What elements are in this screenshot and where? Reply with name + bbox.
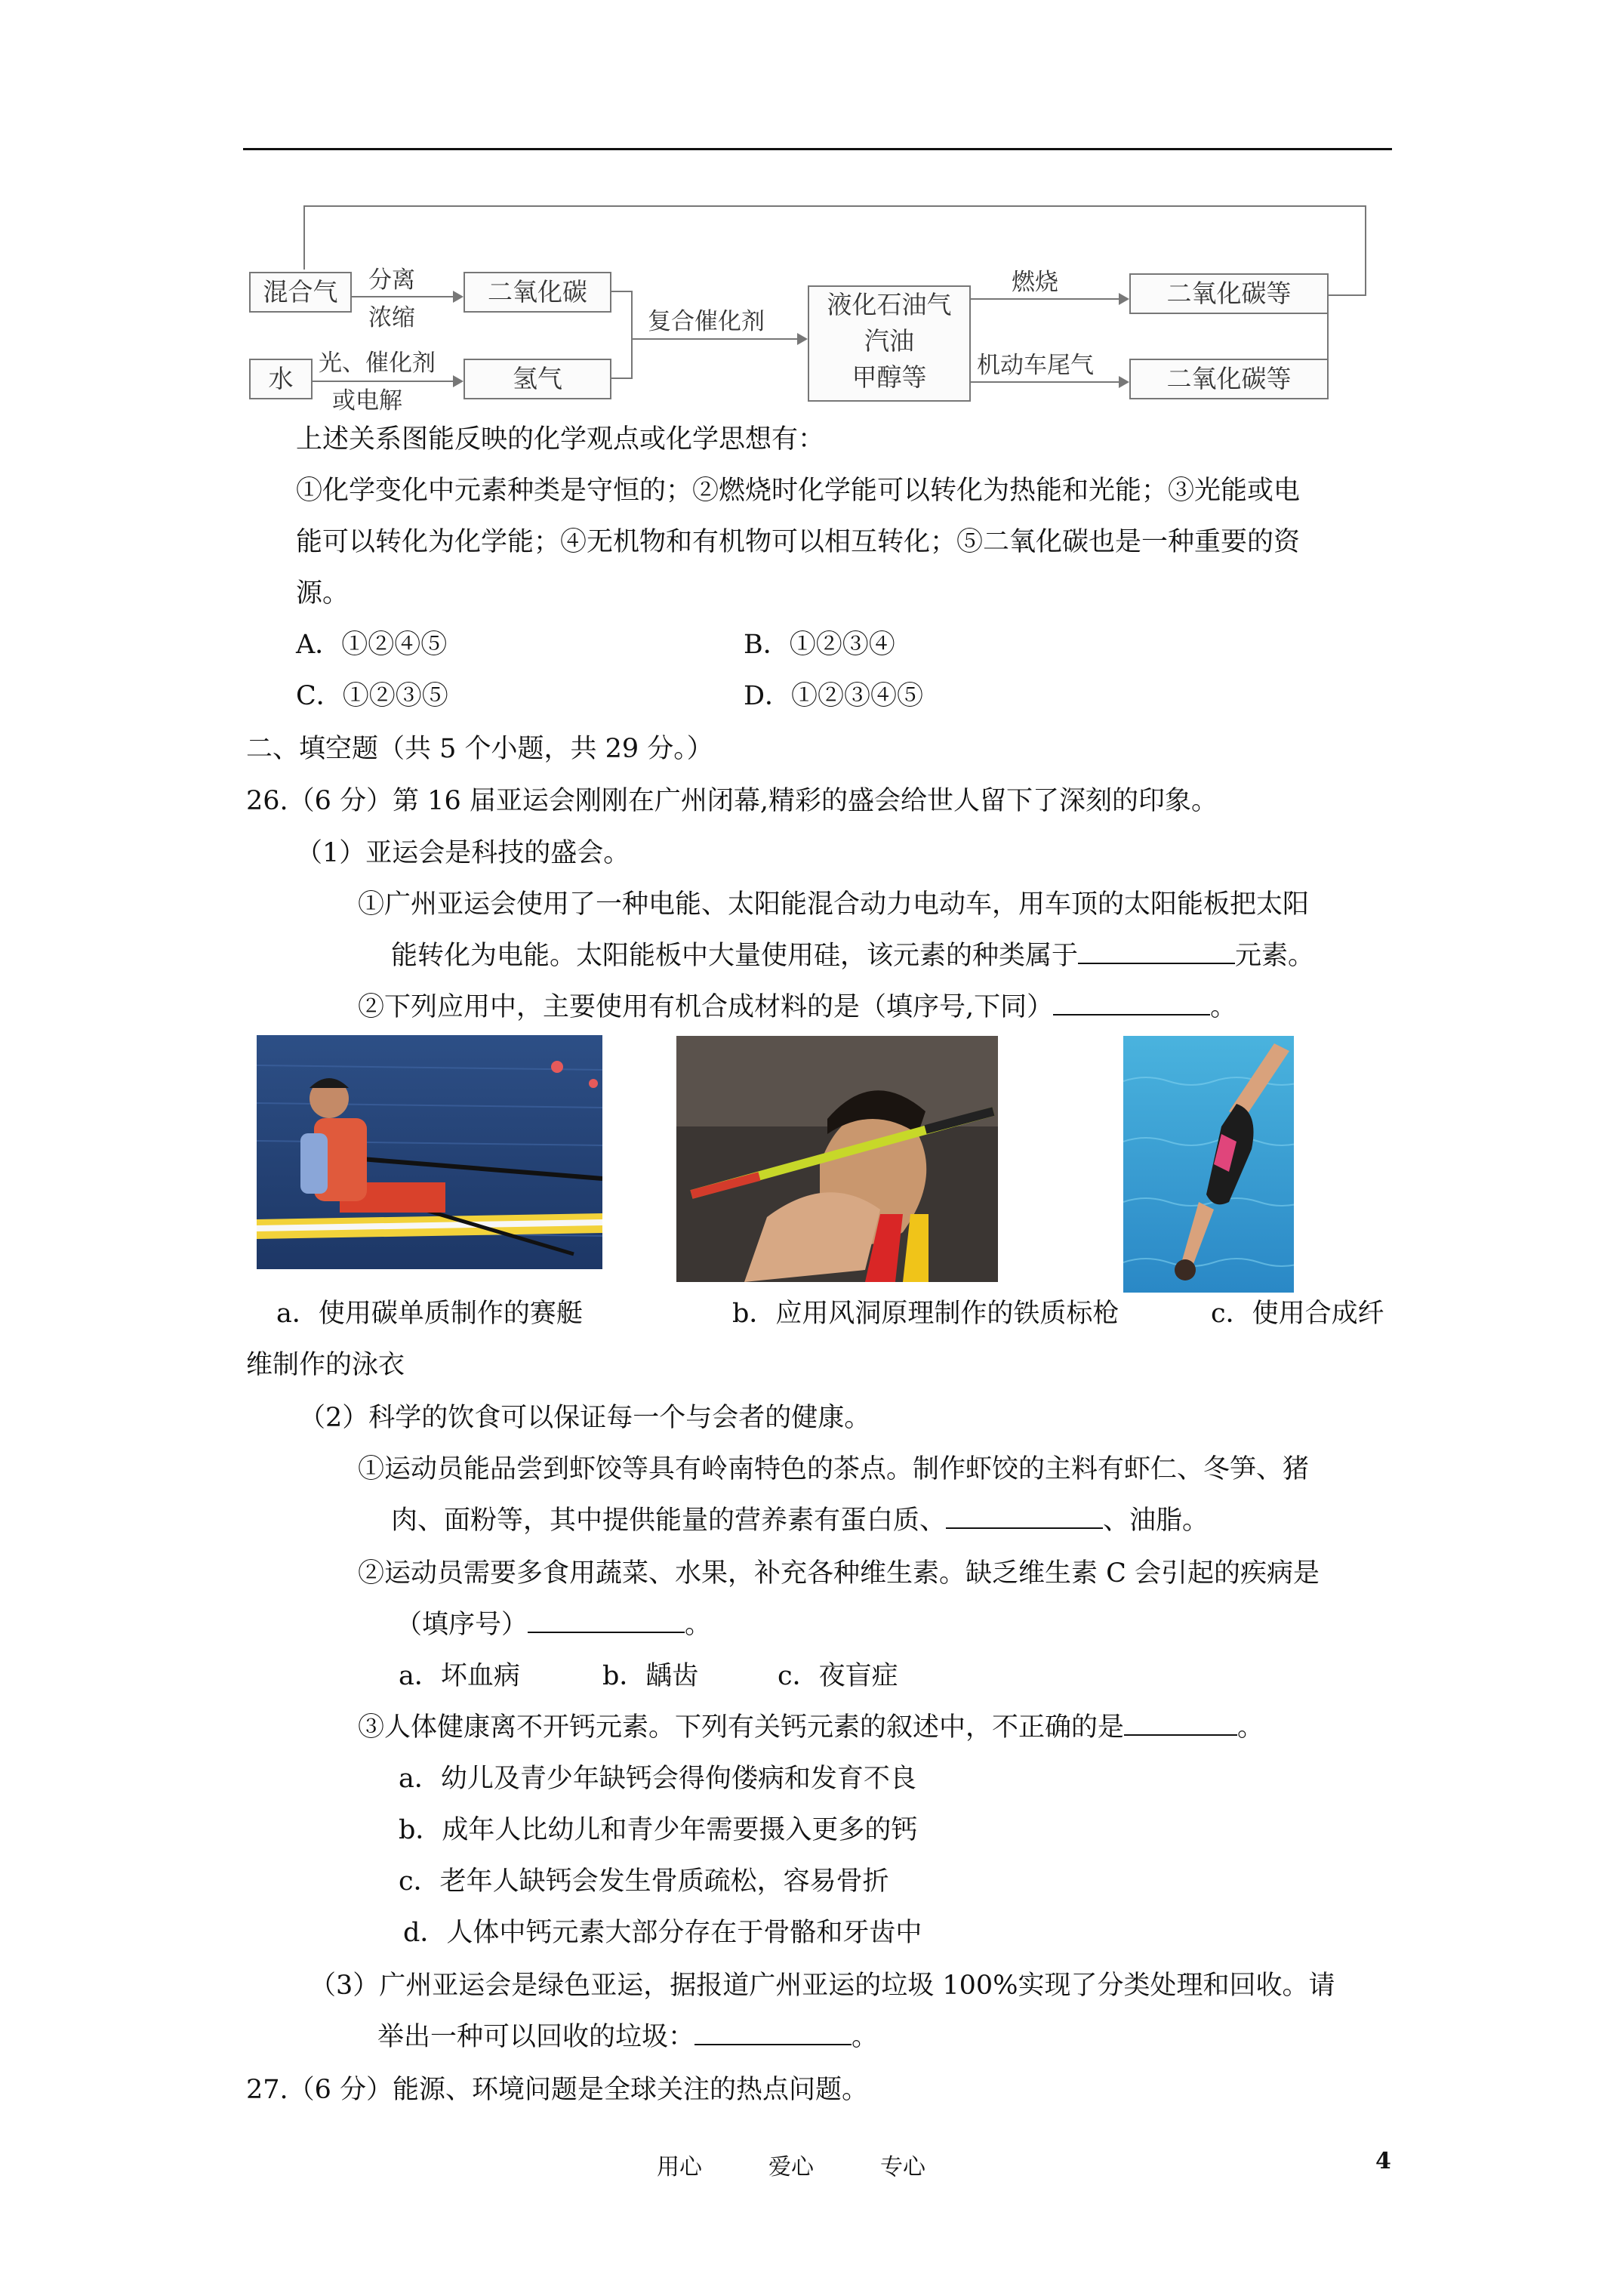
caption-b: b．应用风洞原理制作的铁质标枪 — [732, 1299, 1119, 1329]
footer-word-1: 用心 — [657, 2154, 702, 2180]
box-water: 水 — [249, 359, 313, 399]
label-separate-2: 浓缩 — [368, 304, 415, 331]
q26-part2-i-line2-end: 、油脂。 — [1103, 1505, 1209, 1536]
answer-blank-calcium[interactable] — [1124, 1709, 1237, 1736]
q26-part1: （1）亚运会是科技的盛会。 — [296, 838, 630, 868]
caption-c-line1: c．使用合成纤 — [1211, 1299, 1384, 1329]
q26-part1-ii-end: 。 — [1210, 992, 1237, 1022]
caption-a: a．使用碳单质制作的赛艇 — [276, 1299, 583, 1329]
q26-part2: （2）科学的饮食可以保证每一个与会者的健康。 — [299, 1403, 871, 1433]
calcium-option-c: c．老年人缺钙会发生骨质疏松，容易骨折 — [399, 1866, 889, 1897]
box-fuel-line-1: 液化石油气 — [827, 290, 952, 319]
box-fuel — [808, 285, 971, 402]
q25-stem: 上述关系图能反映的化学观点或化学思想有： — [296, 424, 825, 455]
q26-part3-line2 — [377, 2017, 878, 2057]
loop-line-top — [303, 205, 1366, 207]
q26-part1-ii — [358, 988, 1236, 1027]
page-number: 4 — [1375, 2148, 1391, 2174]
q26-part2-ii-line2 — [396, 1605, 711, 1644]
box-co2-etc-bottom: 二氧化碳等 — [1129, 359, 1329, 399]
q26-part2-i-line2 — [391, 1501, 1209, 1540]
q25-option-c: C．①②③⑤ — [296, 681, 448, 711]
q26-part2-iii — [358, 1708, 1264, 1747]
merge-line-co2 — [610, 291, 633, 292]
q25-items-line1: ①化学变化中元素种类是守恒的；②燃烧时化学能可以转化为热能和光能；③光能或电 — [296, 476, 1301, 506]
q26-part1-i-line1: ①广州亚运会使用了一种电能、太阳能混合动力电动车，用车顶的太阳能板把太阳 — [358, 889, 1310, 920]
arrow-burn — [969, 298, 1128, 300]
q26-part3-line2-text: 举出一种可以回收的垃圾： — [377, 2022, 695, 2052]
merge-line-h2 — [610, 378, 633, 379]
header-rule — [243, 148, 1392, 150]
footer-word-3: 专心 — [880, 2154, 925, 2180]
q26-part2-iii-end: 。 — [1237, 1712, 1264, 1743]
answer-blank-nutrient[interactable] — [946, 1502, 1103, 1529]
q26-part2-i-line2-text: 肉、面粉等，其中提供能量的营养素有蛋白质、 — [391, 1505, 947, 1536]
answer-blank-element-type[interactable] — [1078, 937, 1235, 964]
photo-diver-swimsuit — [1123, 1036, 1294, 1293]
q26-part3-line2-end: 。 — [852, 2022, 879, 2052]
label-light-2: 或电解 — [332, 387, 402, 415]
merge-line-vertical — [631, 291, 633, 379]
q25-option-d: D．①②③④⑤ — [744, 681, 924, 711]
q25-items-line2: 能可以转化为化学能；④无机物和有机物可以相互转化；⑤二氧化碳也是一种重要的资 — [296, 527, 1301, 557]
calcium-option-a: a．幼儿及青少年缺钙会得佝偻病和发育不良 — [399, 1764, 916, 1794]
q25-option-b: B．①②③④ — [744, 630, 895, 660]
box-fuel-line-3: 甲醇等 — [852, 362, 927, 392]
calcium-option-b: b．成年人比幼儿和青少年需要摄入更多的钙 — [399, 1815, 918, 1845]
footer-word-2: 爱心 — [768, 2154, 814, 2180]
loop-line-left — [303, 205, 305, 270]
q26-part2-ii-line1: ②运动员需要多食用蔬菜、水果，补充各种维生素。缺乏维生素 C 会引起的疾病是 — [358, 1558, 1320, 1589]
answer-blank-recyclable[interactable] — [694, 2018, 852, 2045]
arrow-to-fuel — [633, 338, 806, 340]
loop-line-return — [1327, 294, 1366, 296]
answer-blank-vitamin-c-disease[interactable] — [528, 1606, 685, 1633]
q26-part2-ii-line2-end: 。 — [685, 1610, 712, 1640]
loop-line-right — [1365, 205, 1366, 296]
box-co2: 二氧化碳 — [463, 272, 611, 313]
label-light-1: 光、催化剂 — [319, 350, 436, 377]
arrow-exhaust — [969, 381, 1128, 383]
answer-blank-synthetic-material[interactable] — [1053, 988, 1210, 1015]
q26-part1-i-line2-end: 元素。 — [1235, 941, 1315, 971]
q26-part1-i-line2-text: 能转化为电能。太阳能板中大量使用硅，该元素的种类属于 — [391, 941, 1079, 971]
q26-part1-ii-text: ②下列应用中，主要使用有机合成材料的是（填序号,下同） — [358, 992, 1054, 1022]
label-burn: 燃烧 — [1012, 269, 1058, 296]
q26-intro: 26.（6 分）第 16 届亚运会刚刚在广州闭幕,精彩的盛会给世人留下了深刻的印象。 — [246, 786, 1218, 816]
photo-rowing-boat — [257, 1035, 602, 1269]
vitamin-option-c: c．夜盲症 — [778, 1661, 898, 1691]
q27-intro: 27.（6 分）能源、环境问题是全球关注的热点问题。 — [246, 2075, 869, 2105]
vitamin-option-b: b．龋齿 — [602, 1661, 699, 1691]
q26-part2-ii-line2-text: （填序号） — [396, 1610, 528, 1640]
arrow-mixed-to-co2 — [350, 296, 462, 297]
q25-option-a: A．①②④⑤ — [296, 630, 448, 660]
q25-items-line3: 源。 — [296, 578, 350, 609]
box-co2-etc-top: 二氧化碳等 — [1129, 273, 1329, 314]
box-fuel-line-2: 汽油 — [864, 326, 914, 356]
photo-diver-swimsuit-svg — [1123, 1036, 1294, 1293]
photo-javelin-thrower — [676, 1036, 998, 1282]
calcium-option-d: d．人体中钙元素大部分存在于骨骼和牙齿中 — [403, 1918, 922, 1948]
photo-rowing-boat-svg — [257, 1035, 602, 1269]
caption-c-line2: 维制作的泳衣 — [246, 1350, 405, 1380]
box-h2: 氢气 — [463, 359, 611, 399]
photo-javelin-thrower-svg — [676, 1036, 998, 1282]
vitamin-option-a: a．坏血病 — [399, 1661, 520, 1691]
q26-part1-i-line2 — [391, 936, 1314, 975]
label-exhaust: 机动车尾气 — [977, 352, 1094, 379]
label-separate-1: 分离 — [368, 267, 415, 294]
q26-part2-iii-text: ③人体健康离不开钙元素。下列有关钙元素的叙述中，不正确的是 — [358, 1712, 1125, 1743]
label-catalyst: 复合催化剂 — [648, 308, 765, 335]
q26-part2-i-line1: ①运动员能品尝到虾饺等具有岭南特色的茶点。制作虾饺的主料有虾仁、冬笋、猪 — [358, 1454, 1310, 1484]
box-mixed-gas: 混合气 — [249, 272, 352, 313]
section-2-title: 二、填空题（共 5 个小题，共 29 分。） — [246, 734, 713, 764]
q26-part3-line1: （3）广州亚运会是绿色亚运，据报道广州亚运的垃圾 100%实现了分类处理和回收。请 — [310, 1971, 1335, 2001]
